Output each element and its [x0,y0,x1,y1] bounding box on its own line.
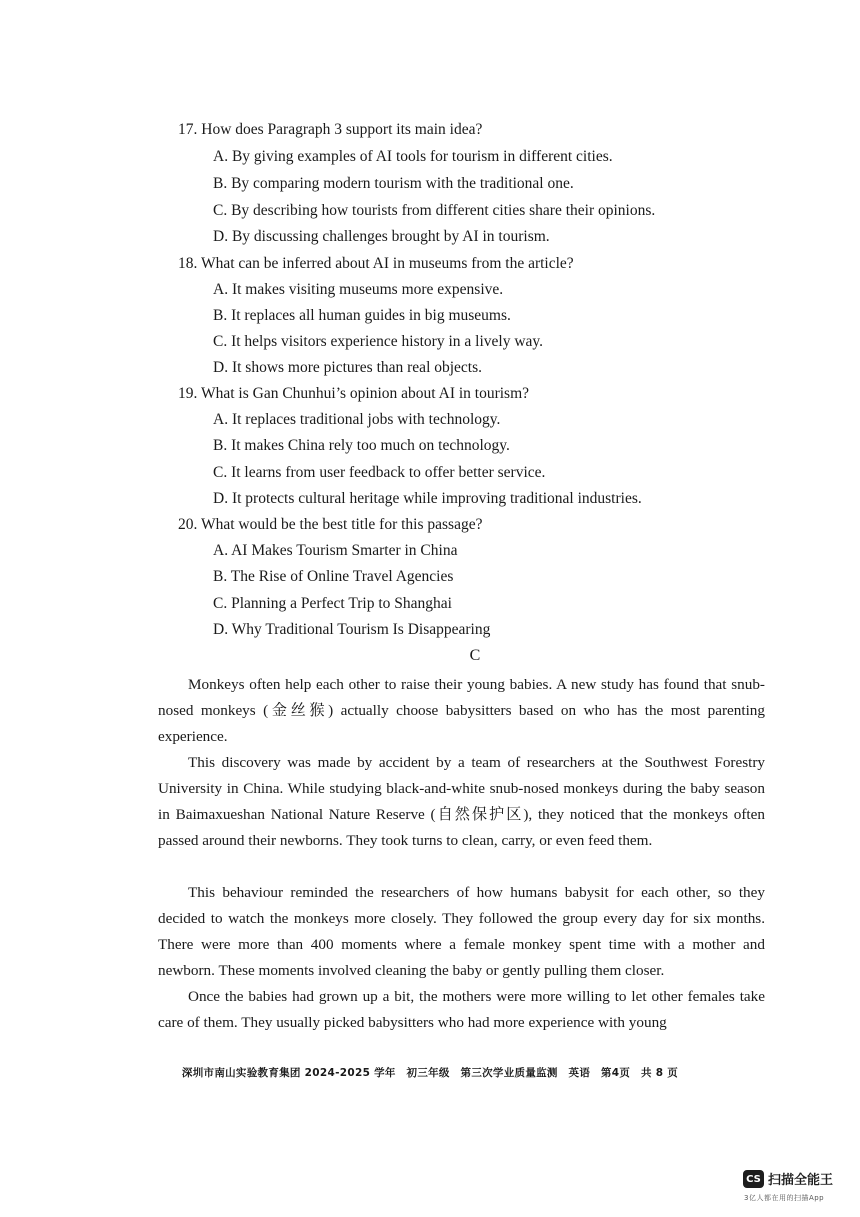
camscanner-logo-icon: CS [743,1170,764,1188]
question-17-option-d: D. By discussing challenges brought by AI in tourism. [213,228,550,245]
question-19-option-d: D. It protects cultural heritage while improving traditional industries. [213,490,642,507]
passage-paragraph: This behaviour reminded the researchers of how humans babysit for each other, so they decided to watch the monkeys more closely. They followed the group every day for six months. There were more than 400 moments where a female monkey spent time with a mother and newborn. These moments involved cleaning the baby or gently pulling them closer. [158,884,765,980]
question-17-option-b: B. By comparing modern tourism with the traditional one. [213,175,574,192]
camscanner-name: 扫描全能王 [768,1173,834,1188]
question-19-stem: 19. What is Gan Chunhui’s opinion about AI in tourism? [178,385,530,402]
passage-paragraph: Monkeys often help each other to raise their young babies. A new study has found that snub-nosed monkeys (金丝猴) actually choose babysitters based on who has the most parenting experience. [158,676,765,746]
question-20-option-b: B. The Rise of Online Travel Agencies [213,568,454,585]
question-20-option-d: D. Why Traditional Tourism Is Disappearing [213,621,491,638]
question-19-option-a: A. It replaces traditional jobs with technology. [213,411,501,428]
page-footer: 深圳市南山实验教育集团 2024-2025 学年 初三年级 第三次学业质量监测 英语 第4页 共 8 页 [181,1067,679,1079]
question-17-stem: 17. How does Paragraph 3 support its main idea? [178,121,483,138]
question-19-option-b: B. It makes China rely too much on technology. [213,437,510,454]
question-18-option-b: B. It replaces all human guides in big museums. [213,307,511,324]
camscanner-tagline: 3亿人都在用的扫描App [744,1194,825,1202]
question-18-option-c: C. It helps visitors experience history in a lively way. [213,333,544,350]
question-20-option-c: C. Planning a Perfect Trip to Shanghai [213,595,452,612]
passage-paragraph: Once the babies had grown up a bit, the mothers were more willing to let other females take care of them. They usually picked babysitters who had more experience with young [158,988,765,1032]
question-20-option-a: A. AI Makes Tourism Smarter in China [213,542,458,559]
question-17-option-c: C. By describing how tourists from different cities share their opinions. [213,202,656,219]
question-17-option-a: A. By giving examples of AI tools for tourism in different cities. [213,148,613,165]
section-label: C [469,647,481,664]
question-19-option-c: C. It learns from user feedback to offer better service. [213,464,546,481]
question-18-option-a: A. It makes visiting museums more expensive. [213,281,504,298]
question-18-stem: 18. What can be inferred about AI in museums from the article? [178,255,574,272]
passage-paragraph: This discovery was made by accident by a team of researchers at the Southwest Forestry University in China. While studying black-and-white snub-nosed monkeys during the baby season in Baimaxueshan National Nature Reserve (自然保护区), they noticed that the monkeys often passed around their newborns. They took turns to clean, carry, or even feed them. [158,754,765,850]
question-18-option-d: D. It shows more pictures than real objects. [213,359,483,376]
question-20-stem: 20. What would be the best title for this passage? [178,516,483,533]
